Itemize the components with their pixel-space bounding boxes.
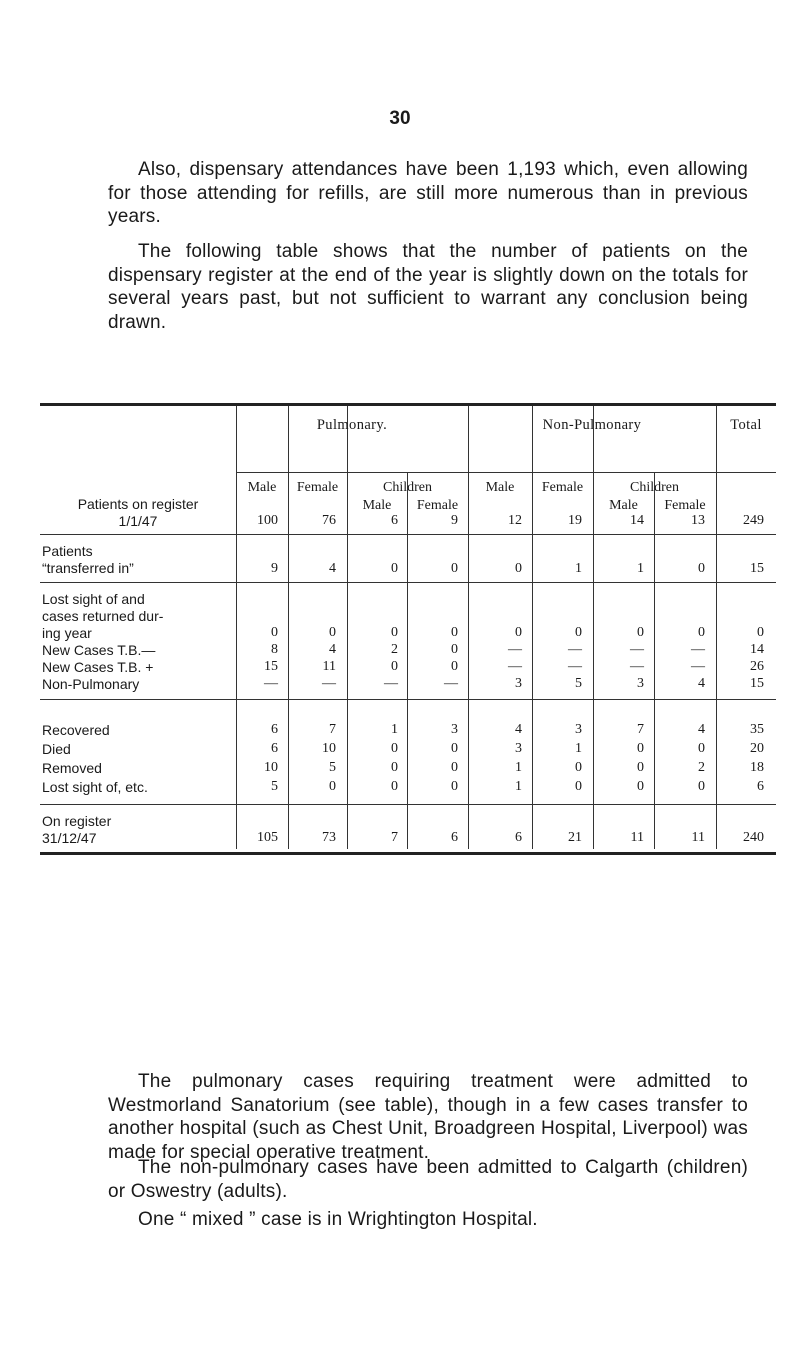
cell-pulm-child-female: 6 [451, 830, 458, 845]
cell-nonpulm-female: 1 [575, 561, 582, 576]
cell-nonpulm-male: 0 [515, 625, 522, 640]
cell-total: 35 [750, 722, 764, 737]
cell-nonpulm-child-male: 0 [637, 741, 644, 756]
header-non-pulmonary-children-female: Female [664, 498, 706, 513]
cell-nonpulm-child-male: 3 [637, 676, 644, 691]
cell-nonpulm-male: — [508, 659, 522, 674]
header-non-pulmonary-children-male: Male [609, 498, 638, 513]
cell-pulm-child-male: 1 [391, 722, 398, 737]
paragraph-mixed-case: One “ mixed ” case is in Wrightington Hospital. [138, 1209, 538, 1230]
header-pulmonary-children: Children [383, 480, 432, 495]
cell-total: 15 [750, 561, 764, 576]
cell-pulm-child-male: 0 [391, 741, 398, 756]
cell-nonpulm-child-female: 0 [698, 561, 705, 576]
cell-nonpulm-child-female: 2 [698, 760, 705, 775]
cell-pulm-child-female: 0 [451, 779, 458, 794]
patients-register-table [40, 403, 776, 855]
cell-pulm-male: 100 [257, 513, 278, 528]
cell-nonpulm-female: 0 [575, 760, 582, 775]
paragraph-pulmonary-treatment: The pulmonary cases requiring treatment were admitted to Westmorland Sanatorium (see table), though in a few cases transfer to another hospital (such as Chest Unit, Broadgreen Hospital, Liverpool) was made for special operative treatment. [108, 1071, 748, 1163]
cell-pulm-child-male: 7 [391, 830, 398, 845]
cell-pulm-child-female: 0 [451, 642, 458, 657]
cell-nonpulm-female: — [568, 659, 582, 674]
cell-pulm-male: — [264, 676, 278, 691]
cell-nonpulm-child-female: 0 [698, 625, 705, 640]
cell-pulm-female: 76 [322, 513, 336, 528]
cell-pulm-child-male: 2 [391, 642, 398, 657]
cell-nonpulm-child-female: 4 [698, 722, 705, 737]
header-non-pulmonary: Non-Pulmonary [542, 417, 642, 433]
cell-nonpulm-child-male: — [630, 659, 644, 674]
cell-pulm-child-female: 0 [451, 659, 458, 674]
cell-pulm-male: 6 [271, 722, 278, 737]
cell-pulm-male: 6 [271, 741, 278, 756]
cell-nonpulm-male: 3 [515, 741, 522, 756]
cell-pulm-male: 9 [271, 561, 278, 576]
cell-pulm-child-male: 0 [391, 760, 398, 775]
cell-nonpulm-male: 3 [515, 676, 522, 691]
row-label: On register 31/12/47 [42, 813, 112, 846]
row-label: Lost sight of and cases returned dur- ing year [42, 591, 164, 641]
cell-nonpulm-male: — [508, 642, 522, 657]
cell-nonpulm-female: 19 [568, 513, 582, 528]
row-label: New Cases T.B. + [42, 659, 154, 675]
cell-pulm-child-male: — [384, 676, 398, 691]
cell-pulm-child-male: 0 [391, 625, 398, 640]
cell-total: 15 [750, 676, 764, 691]
cell-nonpulm-female: 1 [575, 741, 582, 756]
row-label: New Cases T.B.— [42, 642, 156, 658]
cell-nonpulm-female: 21 [568, 830, 582, 845]
page-number: 30 [389, 108, 411, 129]
cell-pulm-child-male: 0 [391, 659, 398, 674]
cell-nonpulm-child-female: 0 [698, 741, 705, 756]
cell-pulm-child-female: 9 [451, 513, 458, 528]
header-non-pulmonary-female: Female [541, 480, 584, 495]
cell-nonpulm-child-female: 11 [691, 830, 705, 845]
cell-nonpulm-female: 0 [575, 779, 582, 794]
cell-pulm-child-male: 6 [391, 513, 398, 528]
header-pulmonary-male: Male [247, 480, 277, 495]
cell-pulm-male: 5 [271, 779, 278, 794]
header-pulmonary: Pulmonary. [316, 417, 388, 433]
cell-pulm-female: 0 [329, 625, 336, 640]
cell-nonpulm-child-male: 0 [637, 779, 644, 794]
cell-total: 249 [743, 513, 764, 528]
cell-pulm-child-female: 3 [451, 722, 458, 737]
cell-pulm-female: — [322, 676, 336, 691]
cell-pulm-female: 4 [329, 642, 336, 657]
cell-pulm-male: 0 [271, 625, 278, 640]
cell-pulm-male: 10 [264, 760, 278, 775]
cell-pulm-child-female: 0 [451, 625, 458, 640]
cell-pulm-female: 5 [329, 760, 336, 775]
row-label: Patients on register 1/1/47 [77, 496, 199, 529]
header-total: Total [730, 417, 762, 433]
cell-pulm-female: 0 [329, 779, 336, 794]
cell-nonpulm-male: 1 [515, 760, 522, 775]
cell-pulm-child-male: 0 [391, 779, 398, 794]
cell-nonpulm-child-female: 4 [698, 676, 705, 691]
header-pulmonary-female: Female [296, 480, 339, 495]
cell-pulm-female: 10 [322, 741, 336, 756]
row-label: Lost sight of, etc. [42, 779, 148, 795]
row-label: Died [42, 741, 71, 757]
cell-pulm-female: 11 [322, 659, 336, 674]
cell-total: 18 [750, 760, 764, 775]
cell-pulm-female: 73 [322, 830, 336, 845]
cell-nonpulm-child-male: 1 [637, 561, 644, 576]
cell-total: 6 [757, 779, 764, 794]
cell-nonpulm-child-female: 0 [698, 779, 705, 794]
cell-nonpulm-child-male: 0 [637, 760, 644, 775]
header-pulmonary-children-male: Male [362, 498, 392, 513]
cell-pulm-female: 4 [329, 561, 336, 576]
row-label: Non-Pulmonary [42, 676, 140, 692]
cell-nonpulm-child-male: — [630, 642, 644, 657]
cell-pulm-child-female: 0 [451, 561, 458, 576]
paragraph-dispensary-attendances: Also, dispensary attendances have been 1,193 which, even allowing for those attending for refills, are still more numerous than in previous years. [108, 159, 748, 227]
cell-pulm-male: 8 [271, 642, 278, 657]
cell-pulm-child-female: 0 [451, 741, 458, 756]
header-non-pulmonary-male: Male [485, 480, 515, 495]
header-non-pulmonary-children: Children [630, 480, 679, 495]
cell-total: 20 [750, 741, 764, 756]
paragraph-non-pulmonary: The non-pulmonary cases have been admitted to Calgarth (children) or Oswestry (adults). [108, 1157, 748, 1202]
cell-pulm-female: 7 [329, 722, 336, 737]
cell-pulm-child-female: — [444, 676, 458, 691]
cell-nonpulm-child-female: — [691, 659, 705, 674]
cell-nonpulm-child-male: 0 [637, 625, 644, 640]
cell-nonpulm-male: 12 [508, 513, 522, 528]
cell-nonpulm-female: 3 [575, 722, 582, 737]
cell-pulm-male: 105 [257, 830, 278, 845]
cell-total: 26 [750, 659, 764, 674]
cell-total: 0 [757, 625, 764, 640]
cell-pulm-child-male: 0 [391, 561, 398, 576]
cell-nonpulm-male: 1 [515, 779, 522, 794]
cell-nonpulm-child-female: — [691, 642, 705, 657]
row-label: Removed [42, 760, 102, 776]
cell-nonpulm-male: 4 [515, 722, 522, 737]
cell-pulm-male: 15 [264, 659, 278, 674]
cell-total: 240 [743, 830, 764, 845]
cell-nonpulm-male: 0 [515, 561, 522, 576]
paragraph-table-intro: The following table shows that the number of patients on the dispensary register at the end of the year is slightly down on the totals for several years past, but not sufficient to warrant any conclusion being drawn. [108, 241, 748, 333]
cell-nonpulm-child-male: 11 [630, 830, 644, 845]
cell-nonpulm-male: 6 [515, 830, 522, 845]
row-label: Patients “transferred in” [42, 543, 134, 576]
cell-nonpulm-female: 0 [575, 625, 582, 640]
cell-nonpulm-female: — [568, 642, 582, 657]
cell-total: 14 [750, 642, 764, 657]
cell-nonpulm-child-female: 13 [691, 513, 705, 528]
cell-pulm-child-female: 0 [451, 760, 458, 775]
header-pulmonary-children-female: Female [416, 498, 459, 513]
cell-nonpulm-child-male: 7 [637, 722, 644, 737]
cell-nonpulm-female: 5 [575, 676, 582, 691]
row-label: Recovered [42, 722, 110, 738]
cell-nonpulm-child-male: 14 [630, 513, 644, 528]
